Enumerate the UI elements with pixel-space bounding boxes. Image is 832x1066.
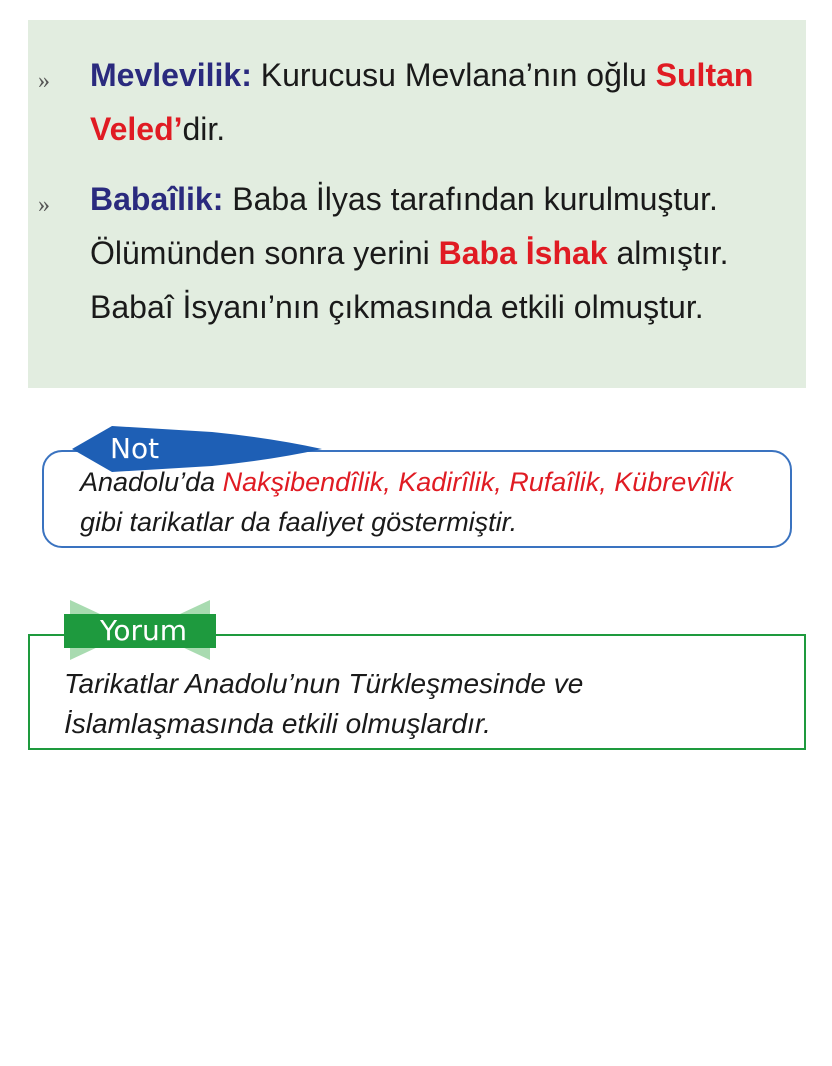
term-babailik: Babaîlik:: [90, 181, 224, 217]
note-text-part: gibi tarikatlar da faaliyet göstermiştir.: [80, 507, 518, 537]
term-mevlevilik: Mevlevilik:: [90, 57, 252, 93]
note-text: [80, 462, 780, 542]
comment-text: Tarikatlar Anadolu’nun Türkleşmesinde ve İslamlaşmasında etkili olmuşlardır.: [64, 668, 584, 739]
item-text-part: Kurucusu Mevlana’nın oğlu: [251, 57, 656, 93]
item-text-part: almıştır. Babaî İsyanı’nın çıkmasında etkili olmuştur.: [90, 235, 729, 325]
bullet-icon: »: [38, 68, 50, 94]
comment-label: Yorum: [100, 614, 188, 647]
list-item-text: [90, 48, 780, 156]
list-item-text: [90, 172, 750, 334]
note-highlight: Nakşibendîlik, Kadirîlik, Rufaîlik, Kübrevîlik: [222, 467, 733, 497]
item-text-part: dir.: [182, 111, 226, 147]
highlight-sultan-veled: Sultan Veled’: [90, 57, 754, 147]
item-text-part: Baba İlyas tarafından kurulmuştur. Ölümünden sonra yerini: [90, 181, 718, 271]
note-label: Not: [110, 432, 160, 465]
note-text-part: Anadolu’da: [80, 467, 223, 497]
info-panel: [28, 20, 806, 388]
bullet-icon: »: [38, 192, 50, 218]
highlight-baba-ishak: Baba İshak: [438, 235, 608, 271]
